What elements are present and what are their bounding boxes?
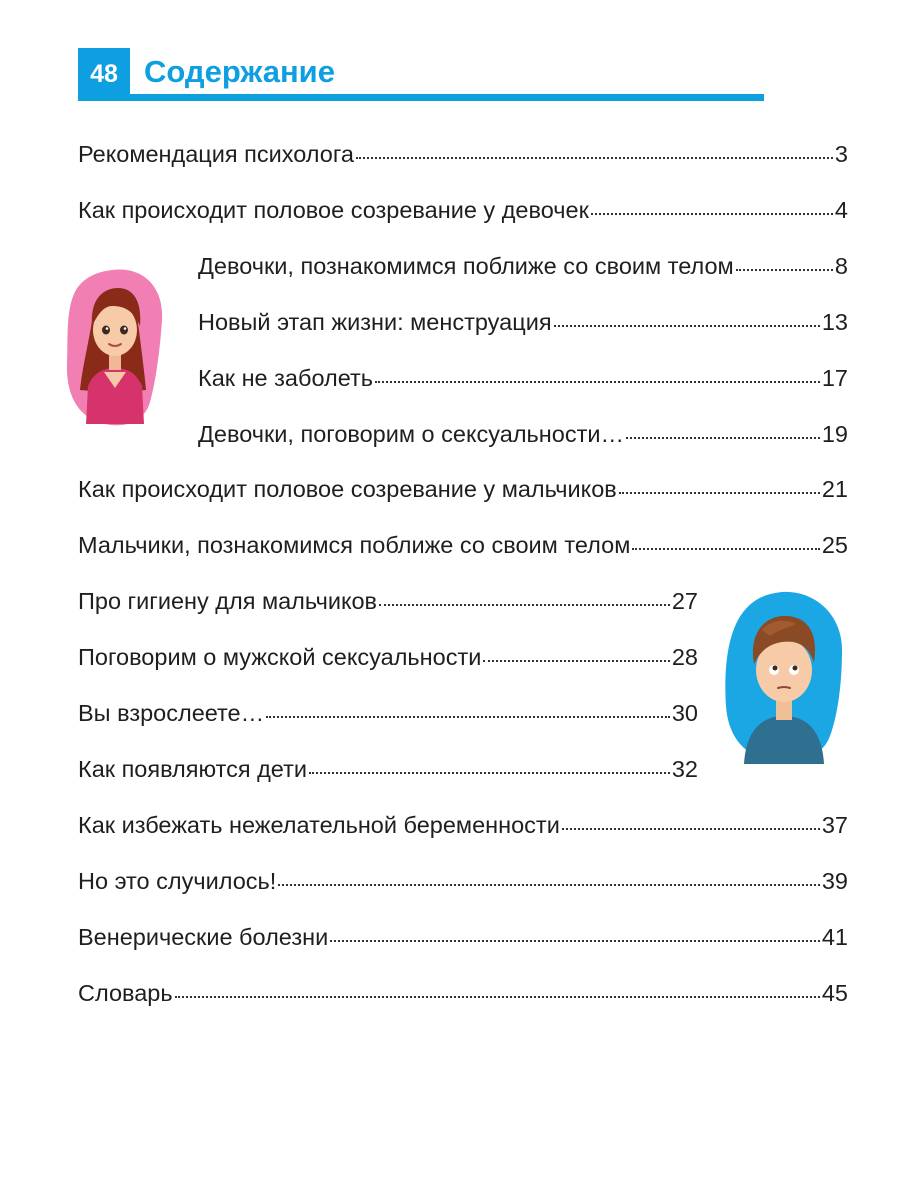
page-header (78, 48, 764, 102)
toc-entry-page: 45 (821, 980, 848, 1006)
toc-entry[interactable] (78, 975, 848, 1011)
toc-entry-title: Как не заболеть (198, 365, 374, 391)
toc-entry-page: 41 (821, 924, 848, 950)
toc-entry-title: Рекомендация психолога (78, 141, 354, 167)
toc-entry[interactable] (78, 807, 848, 843)
toc-entry-page: 3 (834, 141, 848, 167)
page-number-badge: 48 (78, 48, 130, 100)
toc-entry-page: 19 (821, 421, 848, 447)
toc-entry[interactable] (78, 471, 848, 507)
toc-leader (375, 379, 820, 383)
toc-entry-title: Новый этап жизни: менструация (198, 309, 552, 335)
toc-entry[interactable] (78, 863, 848, 899)
toc-entry[interactable] (198, 304, 848, 340)
toc-leader (278, 882, 820, 886)
toc-entry-title: Словарь (78, 980, 173, 1006)
toc-entry-title: Девочки, поговорим о сексуальности… (198, 421, 624, 447)
toc-leader (562, 826, 820, 830)
toc-entry[interactable] (78, 919, 848, 955)
toc-entry[interactable] (198, 248, 848, 284)
toc-leader (554, 323, 820, 327)
header-rule (78, 94, 764, 101)
toc-entry-page: 17 (821, 365, 848, 391)
toc-entry-title: Как появляются дети (78, 756, 307, 782)
toc-entry[interactable] (198, 360, 848, 396)
toc-entry-title: Как избежать нежелательной беременности (78, 812, 560, 838)
toc-leader (736, 267, 833, 271)
toc-leader (309, 770, 670, 774)
toc-leader (483, 658, 670, 662)
toc-entry[interactable] (78, 583, 698, 619)
toc-entry[interactable] (78, 136, 848, 172)
page-title: Содержание (144, 54, 335, 89)
toc-entry-page: 37 (821, 812, 848, 838)
toc-leader (591, 211, 833, 215)
toc-entry[interactable] (78, 639, 698, 675)
toc-entry-title: Девочки, познакомимся поближе со своим телом (198, 253, 734, 279)
toc-entry[interactable] (78, 527, 848, 563)
toc-entry-page: 21 (821, 476, 848, 502)
toc-entry-page: 8 (834, 253, 848, 279)
toc-entry-page: 4 (834, 197, 848, 223)
toc-entry-title: Поговорим о мужской сексуальности (78, 644, 482, 670)
toc-entry-title: Венерические болезни (78, 924, 329, 950)
toc-leader (266, 714, 670, 718)
toc-entry[interactable] (78, 695, 698, 731)
toc-leader (632, 546, 820, 550)
toc-entry-page: 30 (671, 700, 698, 726)
toc-leader (379, 602, 670, 606)
toc-entry-page: 25 (821, 532, 848, 558)
toc-entry-title: Про гигиену для мальчиков (78, 588, 378, 614)
toc-leader (330, 938, 820, 942)
toc-leader (619, 490, 820, 494)
toc-entry[interactable] (78, 751, 698, 787)
toc-entry-page: 32 (671, 756, 698, 782)
toc-leader (626, 435, 820, 439)
boy-illustration (722, 590, 846, 764)
girl-illustration (64, 268, 166, 428)
toc-entry-title: Мальчики, познакомимся поближе со своим телом (78, 532, 631, 558)
toc-leader (175, 994, 820, 998)
toc-entry-page: 27 (671, 588, 698, 614)
toc-entry-page: 28 (671, 644, 698, 670)
toc-entry[interactable] (78, 192, 848, 228)
toc-entry-title: Но это случилось! (78, 868, 277, 894)
toc-entry-page: 13 (821, 309, 848, 335)
toc-entry-page: 39 (821, 868, 848, 894)
toc-entry-title: Как происходит половое созревание у девочек (78, 197, 589, 223)
toc-entry-title: Как происходит половое созревание у мальчиков (78, 476, 617, 502)
toc-leader (356, 155, 833, 159)
toc-entry-title: Вы взрослеете… (78, 700, 265, 726)
toc-entry[interactable] (198, 416, 848, 452)
